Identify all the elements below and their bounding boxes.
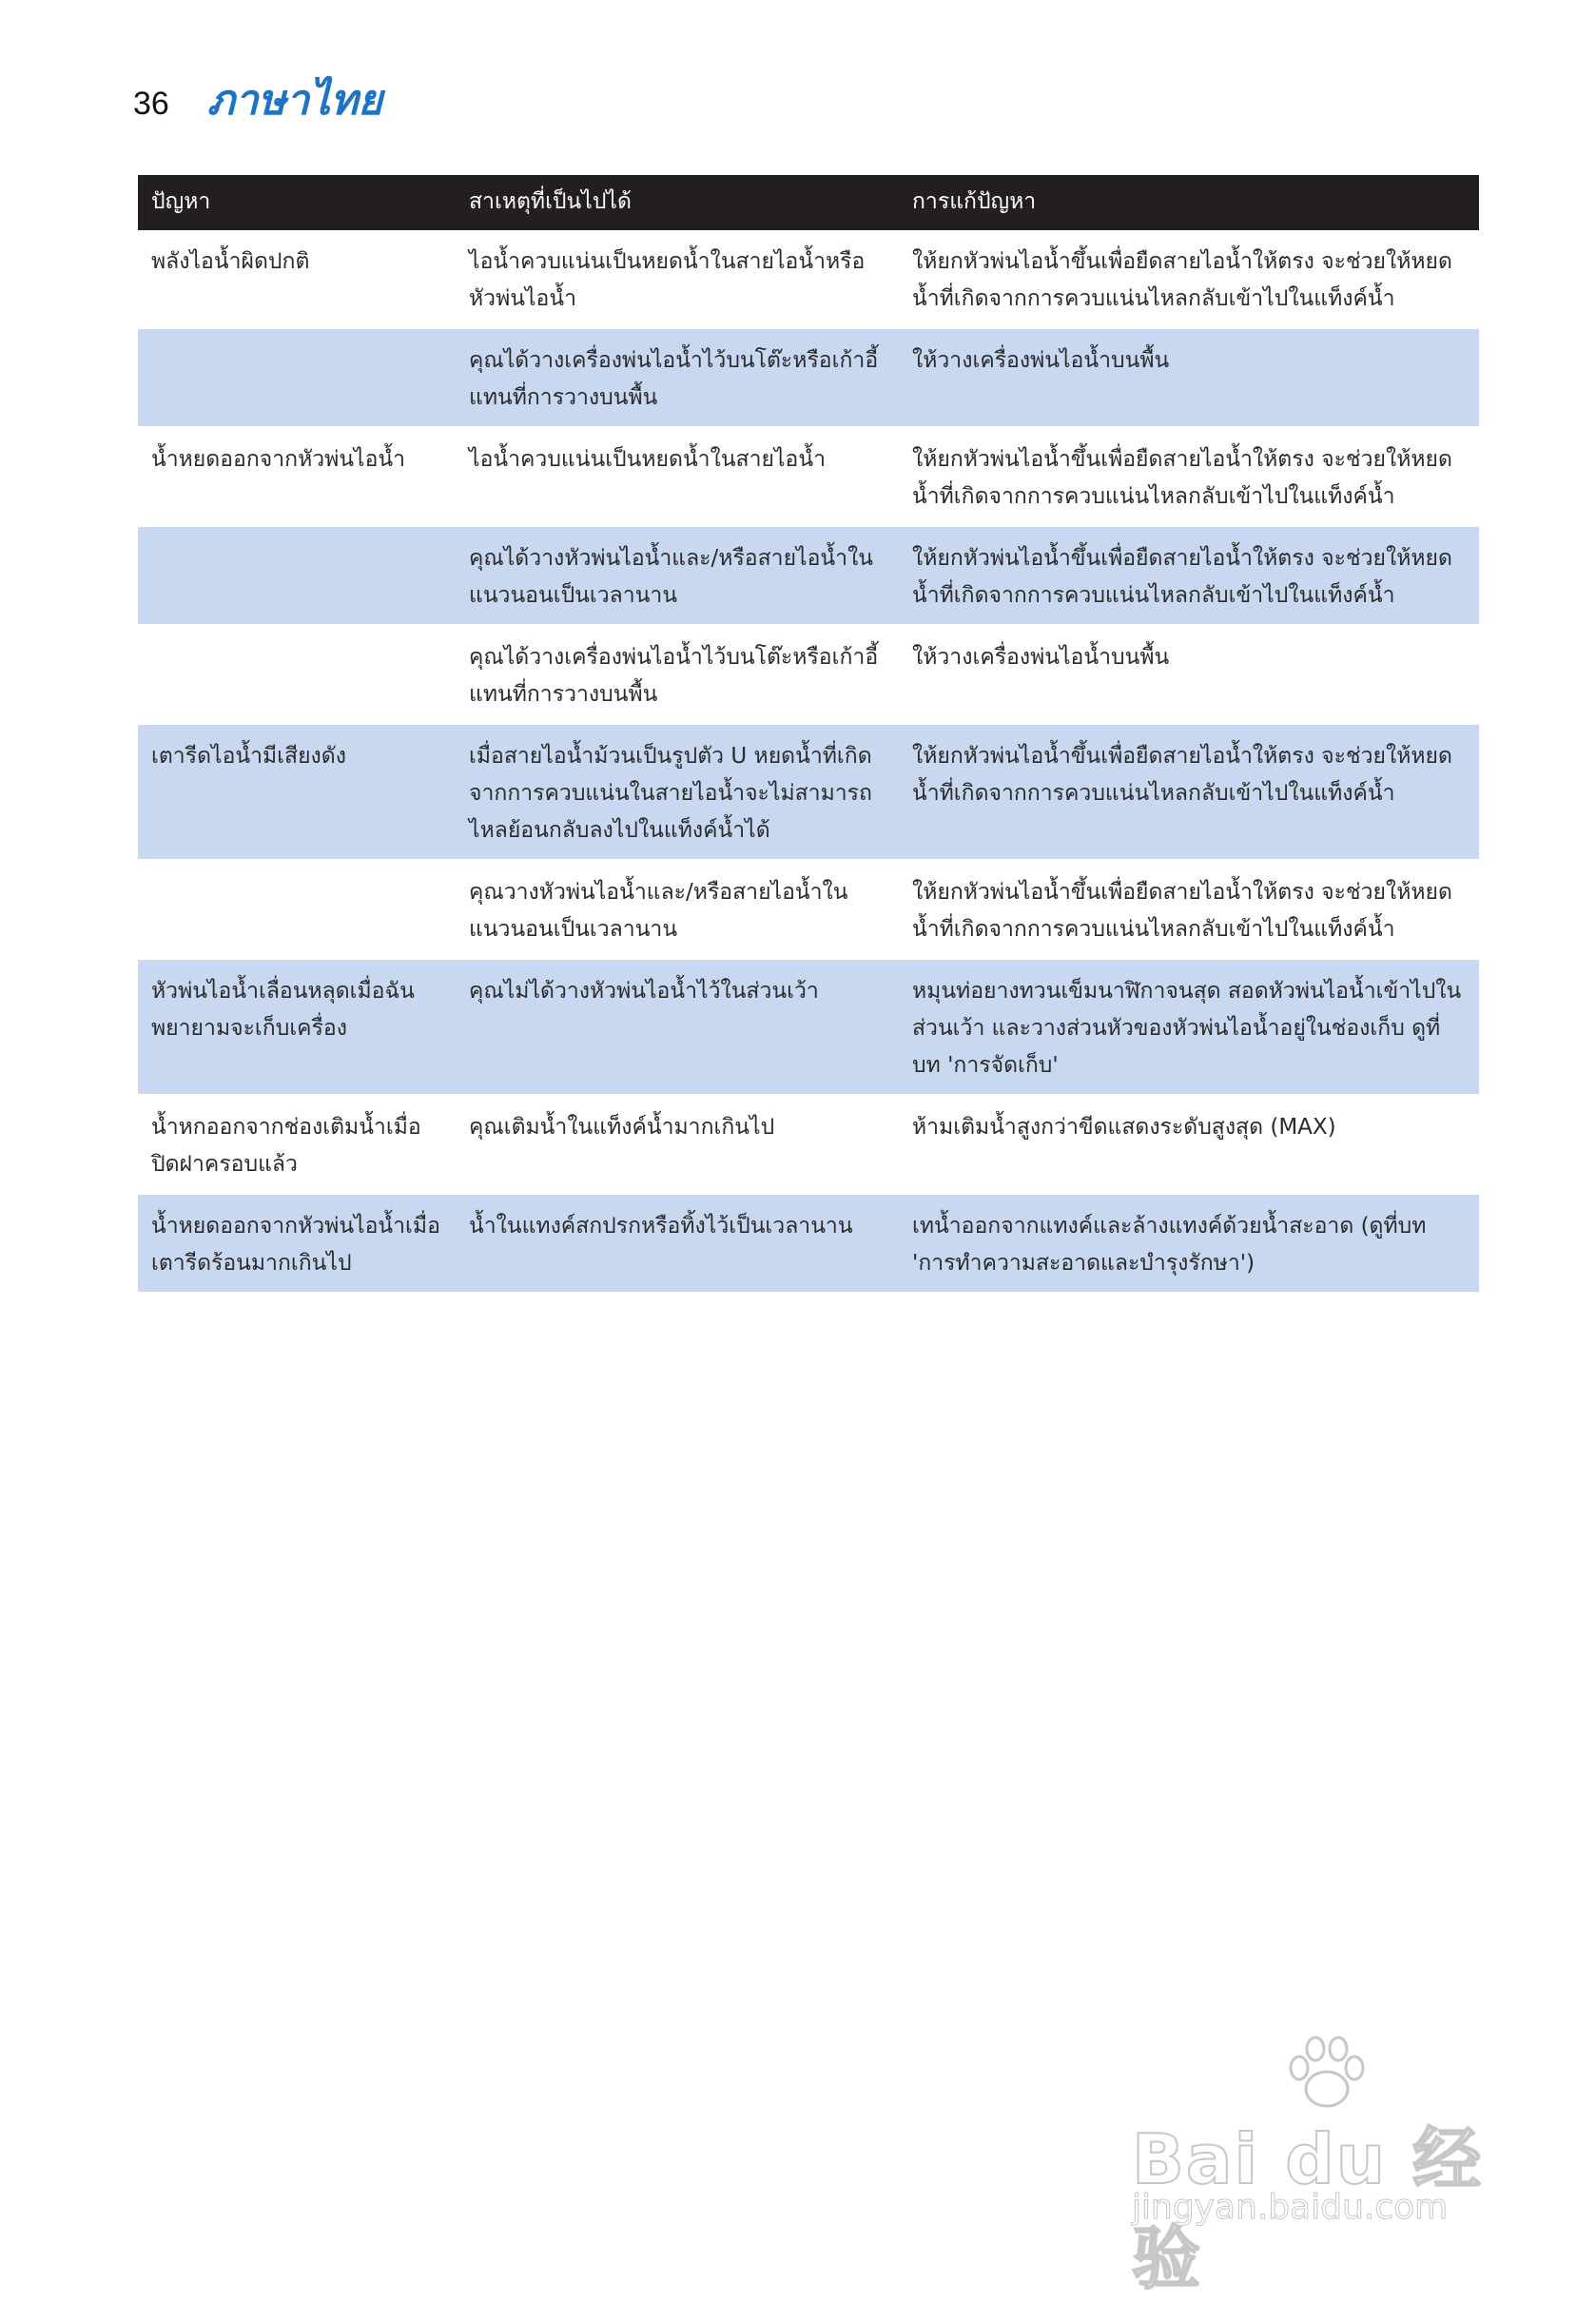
watermark-logo-text: Bai du 经验 bbox=[1132, 2119, 1484, 2298]
column-header-solution: การแก้ปัญหา bbox=[899, 175, 1479, 230]
column-header-problem: ปัญหา bbox=[138, 175, 456, 230]
solution-cell: ให้ยกหัวพ่นไอน้ำขึ้นเพื่อยืดสายไอน้ำให้ตรง จะช่วยให้หยดน้ำที่เกิดจากการควบแน่นไหลกลับเข้าไปในแท็งค์น้ำ bbox=[899, 860, 1479, 959]
table-row bbox=[138, 1194, 1479, 1293]
table-row bbox=[138, 526, 1479, 625]
baidu-watermark bbox=[1132, 2036, 1503, 2298]
cause-cell: คุณได้วางเครื่องพ่นไอน้ำไว้บนโต๊ะหรือเก้าอี้แทนที่การวางบนพื้น bbox=[456, 328, 899, 427]
table-row bbox=[138, 427, 1479, 526]
table-body bbox=[138, 230, 1479, 1293]
problem-cell: น้ำหกออกจากช่องเติมน้ำเมื่อปิดฝาครอบแล้ว bbox=[138, 1095, 456, 1194]
section-title: ภาษาไทย bbox=[206, 76, 383, 125]
cause-cell: คุณได้วางเครื่องพ่นไอน้ำไว้บนโต๊ะหรือเก้าอี้แทนที่การวางบนพื้น bbox=[456, 625, 899, 724]
problem-cell: น้ำหยดออกจากหัวพ่นไอน้ำเมื่อเตารีดร้อนมากเกินไป bbox=[138, 1194, 456, 1293]
cause-cell: คุณได้วางหัวพ่นไอน้ำและ/หรือสายไอน้ำในแนวนอนเป็นเวลานาน bbox=[456, 526, 899, 625]
cause-cell: ไอน้ำควบแน่นเป็นหยดน้ำในสายไอน้ำหรือหัวพ่นไอน้ำ bbox=[456, 230, 899, 328]
cause-cell: คุณเติมน้ำในแท็งค์น้ำมากเกินไป bbox=[456, 1095, 899, 1194]
solution-cell: หมุนท่อยางทวนเข็มนาฬิกาจนสุด สอดหัวพ่นไอน้ำเข้าไปในส่วนเว้า และวางส่วนหัวของหัวพ่นไอน้ำอยู่ในช่องเก็บ ดูที่บท 'การจัดเก็บ' bbox=[899, 959, 1479, 1095]
cause-cell: เมื่อสายไอน้ำม้วนเป็นรูปตัว U หยดน้ำที่เกิดจากการควบแน่นในสายไอน้ำจะไม่สามารถไหลย้อนกลับลงไปในแท็งค์น้ำได้ bbox=[456, 724, 899, 860]
table-row bbox=[138, 230, 1479, 328]
page-number: 36 bbox=[133, 86, 169, 122]
table-row bbox=[138, 625, 1479, 724]
solution-cell: ให้ยกหัวพ่นไอน้ำขึ้นเพื่อยืดสายไอน้ำให้ตรง จะช่วยให้หยดน้ำที่เกิดจากการควบแน่นไหลกลับเข้าไปในแท็งค์น้ำ bbox=[899, 724, 1479, 860]
problem-cell bbox=[138, 860, 456, 959]
cause-cell: คุณวางหัวพ่นไอน้ำและ/หรือสายไอน้ำในแนวนอนเป็นเวลานาน bbox=[456, 860, 899, 959]
solution-cell: ให้วางเครื่องพ่นไอน้ำบนพื้น bbox=[899, 625, 1479, 724]
table-row bbox=[138, 724, 1479, 860]
solution-cell: ห้ามเติมน้ำสูงกว่าขีดแสดงระดับสูงสุด (MAX) bbox=[899, 1095, 1479, 1194]
problem-cell: น้ำหยดออกจากหัวพ่นไอน้ำ bbox=[138, 427, 456, 526]
solution-cell: ให้ยกหัวพ่นไอน้ำขึ้นเพื่อยืดสายไอน้ำให้ตรง จะช่วยให้หยดน้ำที่เกิดจากการควบแน่นไหลกลับเข้าไปในแท็งค์น้ำ bbox=[899, 230, 1479, 328]
solution-cell: เทน้ำออกจากแทงค์และล้างแทงค์ด้วยน้ำสะอาด (ดูที่บท 'การทำความสะอาดและบำรุงรักษา') bbox=[899, 1194, 1479, 1293]
paw-icon bbox=[1284, 2036, 1370, 2112]
column-header-cause: สาเหตุที่เป็นไปได้ bbox=[456, 175, 899, 230]
table-row bbox=[138, 959, 1479, 1095]
cause-cell: น้ำในแทงค์สกปรกหรือทิ้งไว้เป็นเวลานาน bbox=[456, 1194, 899, 1293]
table-row bbox=[138, 860, 1479, 959]
problem-cell: เตารีดไอน้ำมีเสียงดัง bbox=[138, 724, 456, 860]
cause-cell: ไอน้ำควบแน่นเป็นหยดน้ำในสายไอน้ำ bbox=[456, 427, 899, 526]
solution-cell: ให้ยกหัวพ่นไอน้ำขึ้นเพื่อยืดสายไอน้ำให้ตรง จะช่วยให้หยดน้ำที่เกิดจากการควบแน่นไหลกลับเข้าไปในแท็งค์น้ำ bbox=[899, 526, 1479, 625]
watermark-url: jingyan.baidu.com bbox=[1132, 2188, 1449, 2227]
problem-cell: หัวพ่นไอน้ำเลื่อนหลุดเมื่อฉันพยายามจะเก็บเครื่อง bbox=[138, 959, 456, 1095]
problem-cell: พลังไอน้ำผิดปกติ bbox=[138, 230, 456, 328]
troubleshooting-table bbox=[138, 175, 1479, 1294]
problem-cell bbox=[138, 526, 456, 625]
page-header bbox=[133, 67, 382, 133]
solution-cell: ให้วางเครื่องพ่นไอน้ำบนพื้น bbox=[899, 328, 1479, 427]
table-row bbox=[138, 328, 1479, 427]
cause-cell: คุณไม่ได้วางหัวพ่นไอน้ำไว้ในส่วนเว้า bbox=[456, 959, 899, 1095]
solution-cell: ให้ยกหัวพ่นไอน้ำขึ้นเพื่อยืดสายไอน้ำให้ตรง จะช่วยให้หยดน้ำที่เกิดจากการควบแน่นไหลกลับเข้าไปในแท็งค์น้ำ bbox=[899, 427, 1479, 526]
problem-cell bbox=[138, 625, 456, 724]
table-header-row bbox=[138, 175, 1479, 230]
table-row bbox=[138, 1095, 1479, 1194]
problem-cell bbox=[138, 328, 456, 427]
